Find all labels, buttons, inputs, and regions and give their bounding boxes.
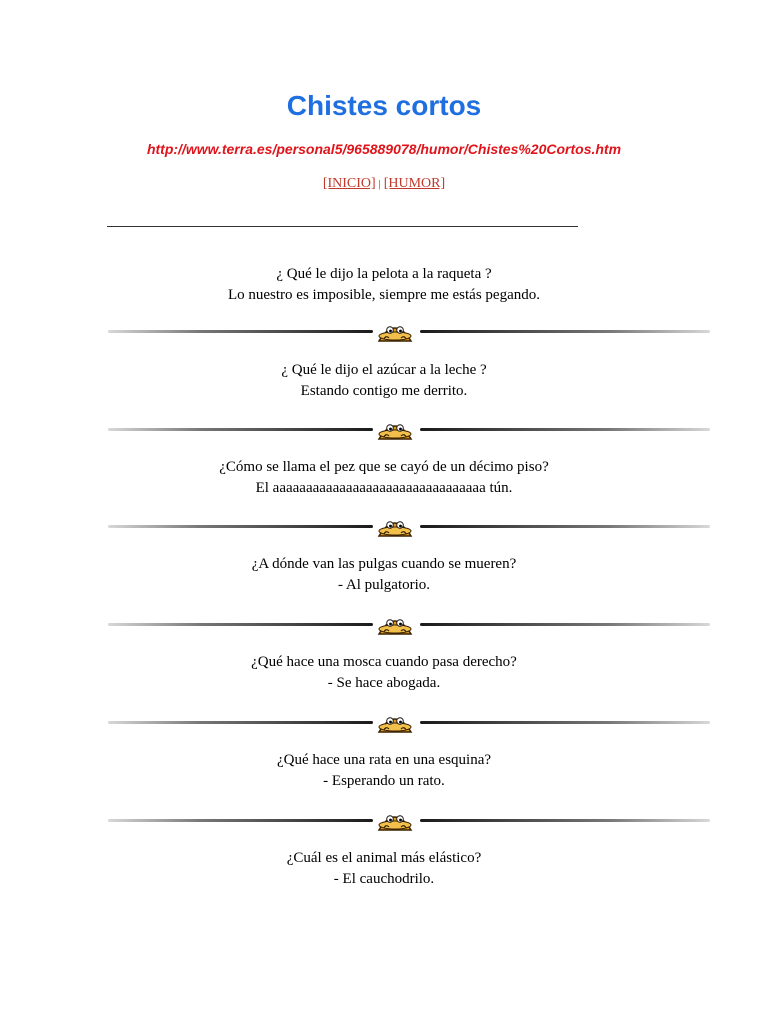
joke-item [0, 457, 768, 499]
peeking-face-icon [377, 708, 413, 734]
divider [108, 614, 710, 634]
joke-question: ¿A dónde van las pulgas cuando se mueren? [251, 556, 517, 572]
peeking-face-icon [377, 415, 413, 441]
nav-separator: | [378, 179, 381, 190]
joke-item [0, 264, 768, 306]
peeking-face-icon [377, 512, 413, 538]
joke-answer: Lo nuestro es imposible, siempre me estás pegando. [227, 287, 540, 303]
inicio-link[interactable]: [INICIO] [322, 176, 376, 191]
joke-item [0, 750, 768, 792]
divider [108, 321, 710, 341]
joke-question: ¿ Qué le dijo la pelota a la raqueta ? [276, 266, 492, 282]
joke-answer: - Se hace abogada. [327, 675, 441, 691]
horizontal-rule [107, 226, 578, 227]
source-url: http://www.terra.es/personal5/965889078/humor/Chistes%20Cortos.htm [146, 141, 622, 157]
humor-link[interactable]: [HUMOR] [383, 176, 446, 191]
peeking-face-icon [377, 806, 413, 832]
joke-item [0, 652, 768, 694]
joke-answer: Estando contigo me derrito. [300, 383, 468, 399]
joke-answer: - Al pulgatorio. [337, 577, 431, 593]
nav-links [0, 175, 768, 194]
divider [108, 810, 710, 830]
joke-question: ¿Cuál es el animal más elástico? [286, 850, 482, 866]
peeking-face-icon [377, 610, 413, 636]
joke-item [0, 554, 768, 596]
joke-answer: - El cauchodrilo. [333, 871, 435, 887]
joke-question: ¿Qué hace una mosca cuando pasa derecho? [251, 654, 517, 670]
divider [108, 419, 710, 439]
page-title: Chistes cortos [286, 90, 482, 121]
joke-question: ¿ Qué le dijo el azúcar a la leche ? [281, 362, 487, 378]
joke-question: ¿Cómo se llama el pez que se cayó de un décimo piso? [219, 459, 549, 475]
joke-question: ¿Qué hace una rata en una esquina? [276, 752, 492, 768]
joke-item [0, 848, 768, 890]
divider [108, 712, 710, 732]
joke-answer: El aaaaaaaaaaaaaaaaaaaaaaaaaaaaaaaa tún. [255, 480, 513, 496]
joke-item [0, 360, 768, 402]
divider [108, 516, 710, 536]
peeking-face-icon [377, 317, 413, 343]
joke-answer: - Esperando un rato. [323, 773, 445, 789]
